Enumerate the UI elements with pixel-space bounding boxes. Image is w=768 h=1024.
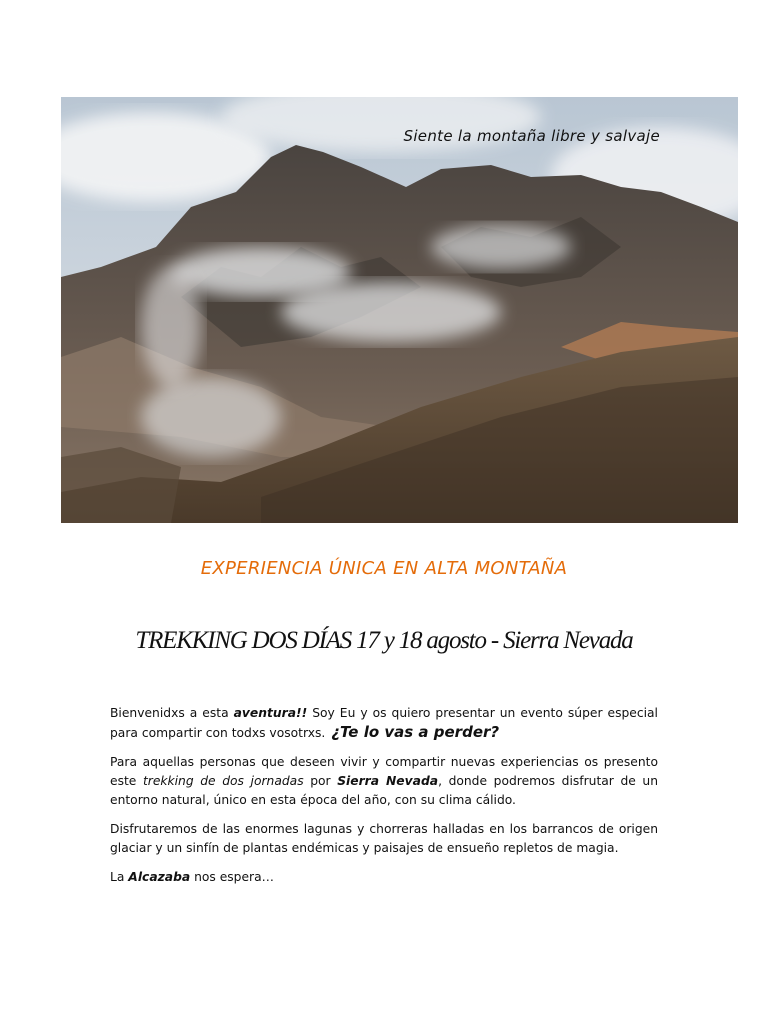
text-span: Soy Eu y os quiero presentar un evento súper especial para compartir con todxs vosotrxs. [110,706,658,740]
text-span: Bienvenidxs a esta [110,706,234,720]
text-span: Disfrutaremos de las enormes lagunas y chorreras halladas en los barrancos de origen glaciar y un sinfín de plantas endémicas y paisajes de ensueño repletos de magia. [110,822,658,855]
text-span: , donde podremos disfrutar de un entorno natural, único en esta época del año, con su clima cálido. [110,774,658,807]
text-span: por [303,774,338,788]
paragraph-welcome [110,704,658,743]
photo-caption: Siente la montaña libre y salvaje [403,127,660,145]
event-title: TREKKING DOS DÍAS 17 y 18 agosto - Sierra Nevada [135,627,633,654]
question-highlight: ¿Te lo vas a perder? [331,723,500,741]
paragraph-lagoons [110,820,658,858]
text-span: nos espera… [190,870,274,884]
paragraph-alcazaba [110,868,658,887]
text-span: La [110,870,129,884]
emphasis-sierra-nevada: Sierra Nevada [337,774,439,788]
body-text [110,704,658,897]
paragraph-intro [110,753,658,810]
mountain-illustration [61,97,738,523]
emphasis-aventura: aventura!! [233,706,308,720]
subtitle: EXPERIENCIA ÚNICA EN ALTA MONTAÑA [200,558,568,579]
emphasis-alcazaba: Alcazaba [128,870,191,884]
text-span: Para aquellas personas que deseen vivir y compartir nuevas experiencias os presento este [110,755,658,788]
mountain-photo [61,97,738,523]
emphasis-trekking: trekking de dos jornadas [142,774,304,788]
